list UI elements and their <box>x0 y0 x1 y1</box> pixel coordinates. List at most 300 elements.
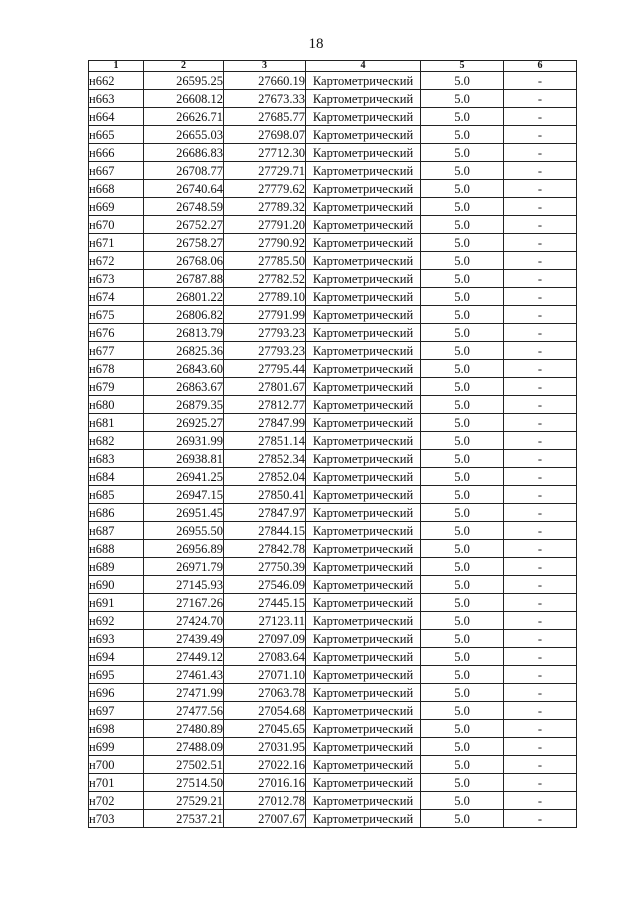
method-cell: Картометрический <box>306 774 421 792</box>
table-row <box>89 360 577 378</box>
x-coordinate-cell: 26955.50 <box>144 522 224 540</box>
accuracy-cell: 5.0 <box>421 414 504 432</box>
column-header: 2 <box>144 61 224 72</box>
method-cell: Картометрический <box>306 792 421 810</box>
note-cell: - <box>504 216 577 234</box>
point-id-cell: н665 <box>89 126 144 144</box>
accuracy-cell: 5.0 <box>421 324 504 342</box>
accuracy-cell: 5.0 <box>421 792 504 810</box>
point-id-cell: н696 <box>89 684 144 702</box>
table-row <box>89 720 577 738</box>
x-coordinate-cell: 27537.21 <box>144 810 224 828</box>
method-cell: Картометрический <box>306 594 421 612</box>
point-id-cell: н692 <box>89 612 144 630</box>
note-cell: - <box>504 108 577 126</box>
point-id-cell: н698 <box>89 720 144 738</box>
x-coordinate-cell: 26825.36 <box>144 342 224 360</box>
accuracy-cell: 5.0 <box>421 756 504 774</box>
x-coordinate-cell: 27167.26 <box>144 594 224 612</box>
x-coordinate-cell: 26938.81 <box>144 450 224 468</box>
method-cell: Картометрический <box>306 414 421 432</box>
method-cell: Картометрический <box>306 180 421 198</box>
accuracy-cell: 5.0 <box>421 396 504 414</box>
note-cell: - <box>504 558 577 576</box>
x-coordinate-cell: 26956.89 <box>144 540 224 558</box>
x-coordinate-cell: 27502.51 <box>144 756 224 774</box>
accuracy-cell: 5.0 <box>421 108 504 126</box>
table-row <box>89 468 577 486</box>
accuracy-cell: 5.0 <box>421 540 504 558</box>
method-cell: Картометрический <box>306 396 421 414</box>
accuracy-cell: 5.0 <box>421 144 504 162</box>
y-coordinate-cell: 27844.15 <box>224 522 306 540</box>
table-row <box>89 576 577 594</box>
y-coordinate-cell: 27007.67 <box>224 810 306 828</box>
note-cell: - <box>504 504 577 522</box>
y-coordinate-cell: 27123.11 <box>224 612 306 630</box>
point-id-cell: н694 <box>89 648 144 666</box>
point-id-cell: н674 <box>89 288 144 306</box>
note-cell: - <box>504 684 577 702</box>
note-cell: - <box>504 378 577 396</box>
table-row <box>89 342 577 360</box>
table-row <box>89 324 577 342</box>
note-cell: - <box>504 522 577 540</box>
accuracy-cell: 5.0 <box>421 594 504 612</box>
table-row <box>89 252 577 270</box>
method-cell: Картометрический <box>306 72 421 90</box>
x-coordinate-cell: 26752.27 <box>144 216 224 234</box>
point-id-cell: н685 <box>89 486 144 504</box>
accuracy-cell: 5.0 <box>421 432 504 450</box>
note-cell: - <box>504 594 577 612</box>
x-coordinate-cell: 26947.15 <box>144 486 224 504</box>
point-id-cell: н690 <box>89 576 144 594</box>
table-row <box>89 486 577 504</box>
method-cell: Картометрический <box>306 612 421 630</box>
y-coordinate-cell: 27789.32 <box>224 198 306 216</box>
method-cell: Картометрический <box>306 684 421 702</box>
y-coordinate-cell: 27063.78 <box>224 684 306 702</box>
accuracy-cell: 5.0 <box>421 90 504 108</box>
accuracy-cell: 5.0 <box>421 684 504 702</box>
point-id-cell: н699 <box>89 738 144 756</box>
y-coordinate-cell: 27793.23 <box>224 324 306 342</box>
accuracy-cell: 5.0 <box>421 180 504 198</box>
table-body <box>89 72 577 828</box>
table-row <box>89 414 577 432</box>
column-header: 1 <box>89 61 144 72</box>
point-id-cell: н680 <box>89 396 144 414</box>
note-cell: - <box>504 666 577 684</box>
x-coordinate-cell: 26806.82 <box>144 306 224 324</box>
x-coordinate-cell: 26595.25 <box>144 72 224 90</box>
accuracy-cell: 5.0 <box>421 234 504 252</box>
table-row <box>89 702 577 720</box>
note-cell: - <box>504 198 577 216</box>
point-id-cell: н673 <box>89 270 144 288</box>
accuracy-cell: 5.0 <box>421 648 504 666</box>
method-cell: Картометрический <box>306 270 421 288</box>
note-cell: - <box>504 720 577 738</box>
y-coordinate-cell: 27660.19 <box>224 72 306 90</box>
x-coordinate-cell: 26748.59 <box>144 198 224 216</box>
method-cell: Картометрический <box>306 108 421 126</box>
table-row <box>89 684 577 702</box>
point-id-cell: н681 <box>89 414 144 432</box>
method-cell: Картометрический <box>306 576 421 594</box>
note-cell: - <box>504 486 577 504</box>
accuracy-cell: 5.0 <box>421 702 504 720</box>
x-coordinate-cell: 26951.45 <box>144 504 224 522</box>
x-coordinate-cell: 27145.93 <box>144 576 224 594</box>
y-coordinate-cell: 27851.14 <box>224 432 306 450</box>
y-coordinate-cell: 27782.52 <box>224 270 306 288</box>
point-id-cell: н667 <box>89 162 144 180</box>
table-row <box>89 450 577 468</box>
table-row <box>89 810 577 828</box>
method-cell: Картометрический <box>306 324 421 342</box>
table-row <box>89 432 577 450</box>
x-coordinate-cell: 26686.83 <box>144 144 224 162</box>
accuracy-cell: 5.0 <box>421 270 504 288</box>
y-coordinate-cell: 27445.15 <box>224 594 306 612</box>
method-cell: Картометрический <box>306 756 421 774</box>
point-id-cell: н670 <box>89 216 144 234</box>
method-cell: Картометрический <box>306 522 421 540</box>
x-coordinate-cell: 26787.88 <box>144 270 224 288</box>
table-row <box>89 540 577 558</box>
point-id-cell: н686 <box>89 504 144 522</box>
x-coordinate-cell: 26925.27 <box>144 414 224 432</box>
accuracy-cell: 5.0 <box>421 216 504 234</box>
column-header: 4 <box>306 61 421 72</box>
table-row <box>89 648 577 666</box>
note-cell: - <box>504 270 577 288</box>
note-cell: - <box>504 432 577 450</box>
note-cell: - <box>504 450 577 468</box>
x-coordinate-cell: 26758.27 <box>144 234 224 252</box>
point-id-cell: н684 <box>89 468 144 486</box>
note-cell: - <box>504 414 577 432</box>
table-row <box>89 522 577 540</box>
coordinates-table <box>88 60 577 828</box>
accuracy-cell: 5.0 <box>421 738 504 756</box>
point-id-cell: н677 <box>89 342 144 360</box>
point-id-cell: н703 <box>89 810 144 828</box>
table-row <box>89 288 577 306</box>
table-row <box>89 558 577 576</box>
note-cell: - <box>504 648 577 666</box>
y-coordinate-cell: 27097.09 <box>224 630 306 648</box>
y-coordinate-cell: 27852.04 <box>224 468 306 486</box>
x-coordinate-cell: 27477.56 <box>144 702 224 720</box>
note-cell: - <box>504 756 577 774</box>
y-coordinate-cell: 27793.23 <box>224 342 306 360</box>
accuracy-cell: 5.0 <box>421 378 504 396</box>
x-coordinate-cell: 26863.67 <box>144 378 224 396</box>
x-coordinate-cell: 26813.79 <box>144 324 224 342</box>
table-row <box>89 180 577 198</box>
method-cell: Картометрический <box>306 450 421 468</box>
y-coordinate-cell: 27785.50 <box>224 252 306 270</box>
note-cell: - <box>504 630 577 648</box>
y-coordinate-cell: 27791.20 <box>224 216 306 234</box>
y-coordinate-cell: 27847.97 <box>224 504 306 522</box>
note-cell: - <box>504 252 577 270</box>
column-header: 3 <box>224 61 306 72</box>
note-cell: - <box>504 612 577 630</box>
page-number: 18 <box>308 36 324 52</box>
y-coordinate-cell: 27673.33 <box>224 90 306 108</box>
accuracy-cell: 5.0 <box>421 126 504 144</box>
x-coordinate-cell: 26801.22 <box>144 288 224 306</box>
table-row <box>89 72 577 90</box>
y-coordinate-cell: 27795.44 <box>224 360 306 378</box>
y-coordinate-cell: 27850.41 <box>224 486 306 504</box>
note-cell: - <box>504 576 577 594</box>
point-id-cell: н691 <box>89 594 144 612</box>
y-coordinate-cell: 27054.68 <box>224 702 306 720</box>
point-id-cell: н688 <box>89 540 144 558</box>
method-cell: Картометрический <box>306 288 421 306</box>
note-cell: - <box>504 342 577 360</box>
x-coordinate-cell: 27449.12 <box>144 648 224 666</box>
table-row <box>89 774 577 792</box>
note-cell: - <box>504 234 577 252</box>
accuracy-cell: 5.0 <box>421 72 504 90</box>
accuracy-cell: 5.0 <box>421 810 504 828</box>
note-cell: - <box>504 738 577 756</box>
note-cell: - <box>504 792 577 810</box>
point-id-cell: н672 <box>89 252 144 270</box>
accuracy-cell: 5.0 <box>421 720 504 738</box>
y-coordinate-cell: 27750.39 <box>224 558 306 576</box>
table-row <box>89 630 577 648</box>
accuracy-cell: 5.0 <box>421 504 504 522</box>
point-id-cell: н682 <box>89 432 144 450</box>
note-cell: - <box>504 396 577 414</box>
note-cell: - <box>504 324 577 342</box>
y-coordinate-cell: 27712.30 <box>224 144 306 162</box>
method-cell: Картометрический <box>306 252 421 270</box>
method-cell: Картометрический <box>306 720 421 738</box>
y-coordinate-cell: 27698.07 <box>224 126 306 144</box>
note-cell: - <box>504 810 577 828</box>
note-cell: - <box>504 774 577 792</box>
accuracy-cell: 5.0 <box>421 468 504 486</box>
method-cell: Картометрический <box>306 486 421 504</box>
accuracy-cell: 5.0 <box>421 306 504 324</box>
method-cell: Картометрический <box>306 378 421 396</box>
method-cell: Картометрический <box>306 360 421 378</box>
x-coordinate-cell: 27439.49 <box>144 630 224 648</box>
method-cell: Картометрический <box>306 306 421 324</box>
x-coordinate-cell: 26740.64 <box>144 180 224 198</box>
y-coordinate-cell: 27812.77 <box>224 396 306 414</box>
table-row <box>89 612 577 630</box>
note-cell: - <box>504 468 577 486</box>
accuracy-cell: 5.0 <box>421 666 504 684</box>
x-coordinate-cell: 27424.70 <box>144 612 224 630</box>
table-row <box>89 396 577 414</box>
x-coordinate-cell: 26608.12 <box>144 90 224 108</box>
point-id-cell: н666 <box>89 144 144 162</box>
y-coordinate-cell: 27852.34 <box>224 450 306 468</box>
y-coordinate-cell: 27790.92 <box>224 234 306 252</box>
accuracy-cell: 5.0 <box>421 558 504 576</box>
y-coordinate-cell: 27012.78 <box>224 792 306 810</box>
table-row <box>89 792 577 810</box>
method-cell: Картометрический <box>306 90 421 108</box>
table-row <box>89 90 577 108</box>
method-cell: Картометрический <box>306 432 421 450</box>
table-row <box>89 594 577 612</box>
accuracy-cell: 5.0 <box>421 252 504 270</box>
point-id-cell: н701 <box>89 774 144 792</box>
x-coordinate-cell: 26843.60 <box>144 360 224 378</box>
x-coordinate-cell: 26931.99 <box>144 432 224 450</box>
y-coordinate-cell: 27801.67 <box>224 378 306 396</box>
table-row <box>89 162 577 180</box>
y-coordinate-cell: 27729.71 <box>224 162 306 180</box>
method-cell: Картометрический <box>306 198 421 216</box>
y-coordinate-cell: 27071.10 <box>224 666 306 684</box>
x-coordinate-cell: 26971.79 <box>144 558 224 576</box>
x-coordinate-cell: 26941.25 <box>144 468 224 486</box>
table-row <box>89 126 577 144</box>
note-cell: - <box>504 90 577 108</box>
y-coordinate-cell: 27546.09 <box>224 576 306 594</box>
point-id-cell: н689 <box>89 558 144 576</box>
method-cell: Картометрический <box>306 504 421 522</box>
accuracy-cell: 5.0 <box>421 342 504 360</box>
method-cell: Картометрический <box>306 144 421 162</box>
y-coordinate-cell: 27685.77 <box>224 108 306 126</box>
point-id-cell: н669 <box>89 198 144 216</box>
point-id-cell: н664 <box>89 108 144 126</box>
point-id-cell: н700 <box>89 756 144 774</box>
method-cell: Картометрический <box>306 810 421 828</box>
table-row <box>89 666 577 684</box>
table-row <box>89 144 577 162</box>
note-cell: - <box>504 306 577 324</box>
x-coordinate-cell: 26768.06 <box>144 252 224 270</box>
accuracy-cell: 5.0 <box>421 774 504 792</box>
table-row <box>89 756 577 774</box>
accuracy-cell: 5.0 <box>421 486 504 504</box>
y-coordinate-cell: 27847.99 <box>224 414 306 432</box>
table-row <box>89 306 577 324</box>
point-id-cell: н678 <box>89 360 144 378</box>
note-cell: - <box>504 72 577 90</box>
method-cell: Картометрический <box>306 216 421 234</box>
accuracy-cell: 5.0 <box>421 630 504 648</box>
accuracy-cell: 5.0 <box>421 612 504 630</box>
x-coordinate-cell: 26879.35 <box>144 396 224 414</box>
method-cell: Картометрический <box>306 126 421 144</box>
y-coordinate-cell: 27083.64 <box>224 648 306 666</box>
note-cell: - <box>504 144 577 162</box>
table-row <box>89 270 577 288</box>
x-coordinate-cell: 26626.71 <box>144 108 224 126</box>
method-cell: Картометрический <box>306 234 421 252</box>
table-row <box>89 738 577 756</box>
y-coordinate-cell: 27022.16 <box>224 756 306 774</box>
point-id-cell: н668 <box>89 180 144 198</box>
point-id-cell: н683 <box>89 450 144 468</box>
accuracy-cell: 5.0 <box>421 522 504 540</box>
y-coordinate-cell: 27779.62 <box>224 180 306 198</box>
note-cell: - <box>504 702 577 720</box>
x-coordinate-cell: 26708.77 <box>144 162 224 180</box>
point-id-cell: н679 <box>89 378 144 396</box>
method-cell: Картометрический <box>306 468 421 486</box>
x-coordinate-cell: 27461.43 <box>144 666 224 684</box>
table-row <box>89 108 577 126</box>
method-cell: Картометрический <box>306 162 421 180</box>
note-cell: - <box>504 126 577 144</box>
accuracy-cell: 5.0 <box>421 162 504 180</box>
point-id-cell: н697 <box>89 702 144 720</box>
y-coordinate-cell: 27789.10 <box>224 288 306 306</box>
x-coordinate-cell: 27471.99 <box>144 684 224 702</box>
x-coordinate-cell: 27514.50 <box>144 774 224 792</box>
y-coordinate-cell: 27045.65 <box>224 720 306 738</box>
point-id-cell: н695 <box>89 666 144 684</box>
table-row <box>89 216 577 234</box>
method-cell: Картометрический <box>306 702 421 720</box>
x-coordinate-cell: 27529.21 <box>144 792 224 810</box>
method-cell: Картометрический <box>306 558 421 576</box>
method-cell: Картометрический <box>306 738 421 756</box>
note-cell: - <box>504 162 577 180</box>
note-cell: - <box>504 180 577 198</box>
table-row <box>89 504 577 522</box>
table-header-row <box>89 61 577 72</box>
accuracy-cell: 5.0 <box>421 288 504 306</box>
note-cell: - <box>504 288 577 306</box>
y-coordinate-cell: 27016.16 <box>224 774 306 792</box>
table-row <box>89 198 577 216</box>
accuracy-cell: 5.0 <box>421 450 504 468</box>
note-cell: - <box>504 360 577 378</box>
point-id-cell: н702 <box>89 792 144 810</box>
point-id-cell: н693 <box>89 630 144 648</box>
accuracy-cell: 5.0 <box>421 360 504 378</box>
method-cell: Картометрический <box>306 666 421 684</box>
method-cell: Картометрический <box>306 342 421 360</box>
point-id-cell: н671 <box>89 234 144 252</box>
table-row <box>89 234 577 252</box>
accuracy-cell: 5.0 <box>421 198 504 216</box>
x-coordinate-cell: 27488.09 <box>144 738 224 756</box>
x-coordinate-cell: 26655.03 <box>144 126 224 144</box>
column-header: 6 <box>504 61 577 72</box>
point-id-cell: н662 <box>89 72 144 90</box>
accuracy-cell: 5.0 <box>421 576 504 594</box>
y-coordinate-cell: 27791.99 <box>224 306 306 324</box>
x-coordinate-cell: 27480.89 <box>144 720 224 738</box>
method-cell: Картометрический <box>306 648 421 666</box>
y-coordinate-cell: 27031.95 <box>224 738 306 756</box>
note-cell: - <box>504 540 577 558</box>
method-cell: Картометрический <box>306 540 421 558</box>
column-header: 5 <box>421 61 504 72</box>
point-id-cell: н675 <box>89 306 144 324</box>
point-id-cell: н676 <box>89 324 144 342</box>
table-row <box>89 378 577 396</box>
